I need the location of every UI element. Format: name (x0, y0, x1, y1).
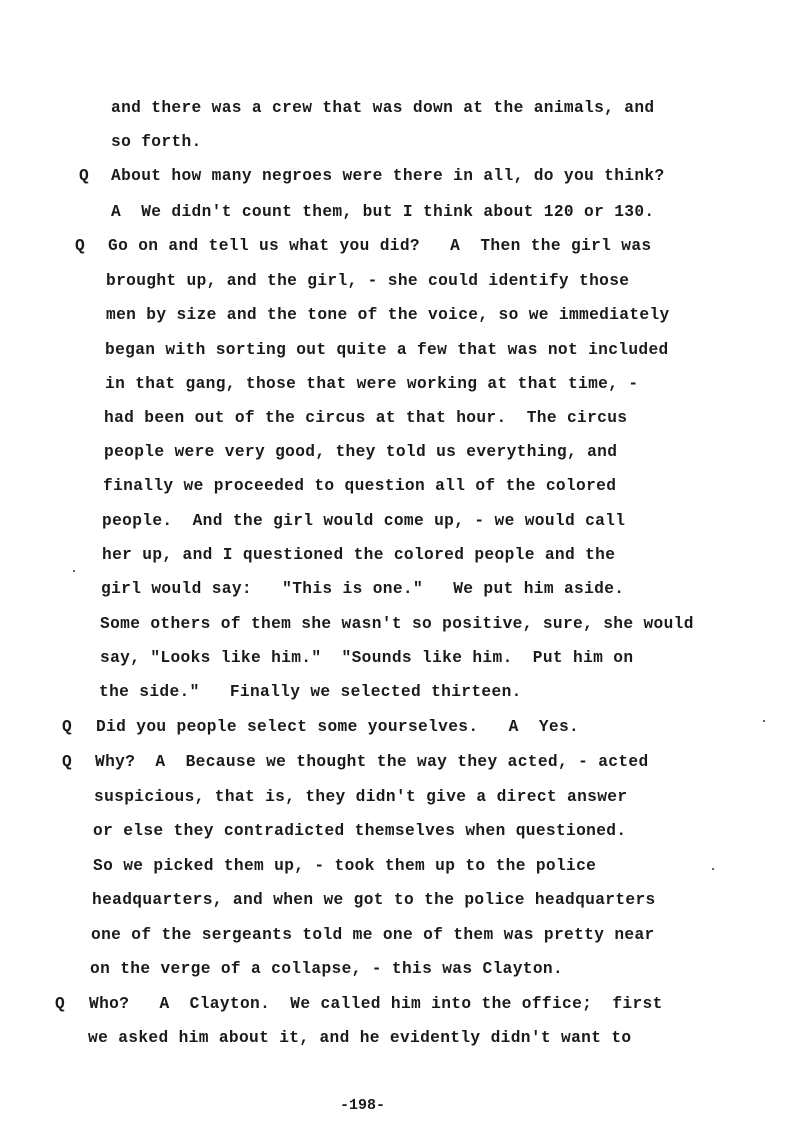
transcript-line: in that gang, those that were working at that time, - (105, 375, 639, 393)
transcript-line: Some others of them she wasn't so positive, sure, she would (100, 615, 694, 633)
transcript-line: and there was a crew that was down at the animals, and (111, 99, 655, 117)
question-marker: Q (62, 753, 72, 771)
transcript-line: Why? A Because we thought the way they acted, - acted (95, 753, 649, 771)
question-marker: Q (55, 995, 65, 1013)
question-marker: Q (75, 237, 85, 255)
transcript-line: we asked him about it, and he evidently didn't want to (88, 1029, 632, 1047)
scan-speck (712, 868, 714, 870)
transcript-line: Go on and tell us what you did? A Then the girl was (108, 237, 652, 255)
transcript-line: A We didn't count them, but I think about 120 or 130. (111, 203, 655, 221)
question-marker: Q (62, 718, 72, 736)
question-marker: Q (79, 167, 89, 185)
transcript-line: finally we proceeded to question all of the colored (103, 477, 617, 495)
transcript-line: so forth. (111, 133, 202, 151)
transcript-line: Who? A Clayton. We called him into the office; first (89, 995, 663, 1013)
scan-speck (73, 570, 75, 572)
transcript-line: had been out of the circus at that hour. The circus (104, 409, 628, 427)
transcript-line: headquarters, and when we got to the police headquarters (92, 891, 656, 909)
transcript-line: one of the sergeants told me one of them was pretty near (91, 926, 655, 944)
transcript-line: began with sorting out quite a few that was not included (105, 341, 669, 359)
transcript-line: people. And the girl would come up, - we would call (102, 512, 626, 530)
transcript-line: her up, and I questioned the colored people and the (102, 546, 616, 564)
transcript-line: or else they contradicted themselves when questioned. (93, 822, 627, 840)
transcript-line: men by size and the tone of the voice, so we immediately (106, 306, 670, 324)
transcript-line: girl would say: "This is one." We put him aside. (101, 580, 625, 598)
transcript-line: say, "Looks like him." "Sounds like him. Put him on (100, 649, 634, 667)
page-number: -198- (340, 1097, 386, 1114)
transcript-line: Did you people select some yourselves. A Yes. (96, 718, 580, 736)
transcript-line: the side." Finally we selected thirteen. (99, 683, 522, 701)
scan-speck (763, 720, 765, 722)
transcript-line: brought up, and the girl, - she could identify those (106, 272, 630, 290)
transcript-line: About how many negroes were there in all, do you think? (111, 167, 665, 185)
transcript-line: people were very good, they told us everything, and (104, 443, 618, 461)
transcript-line: suspicious, that is, they didn't give a direct answer (94, 788, 628, 806)
transcript-line: on the verge of a collapse, - this was Clayton. (90, 960, 564, 978)
transcript-line: So we picked them up, - took them up to the police (93, 857, 597, 875)
